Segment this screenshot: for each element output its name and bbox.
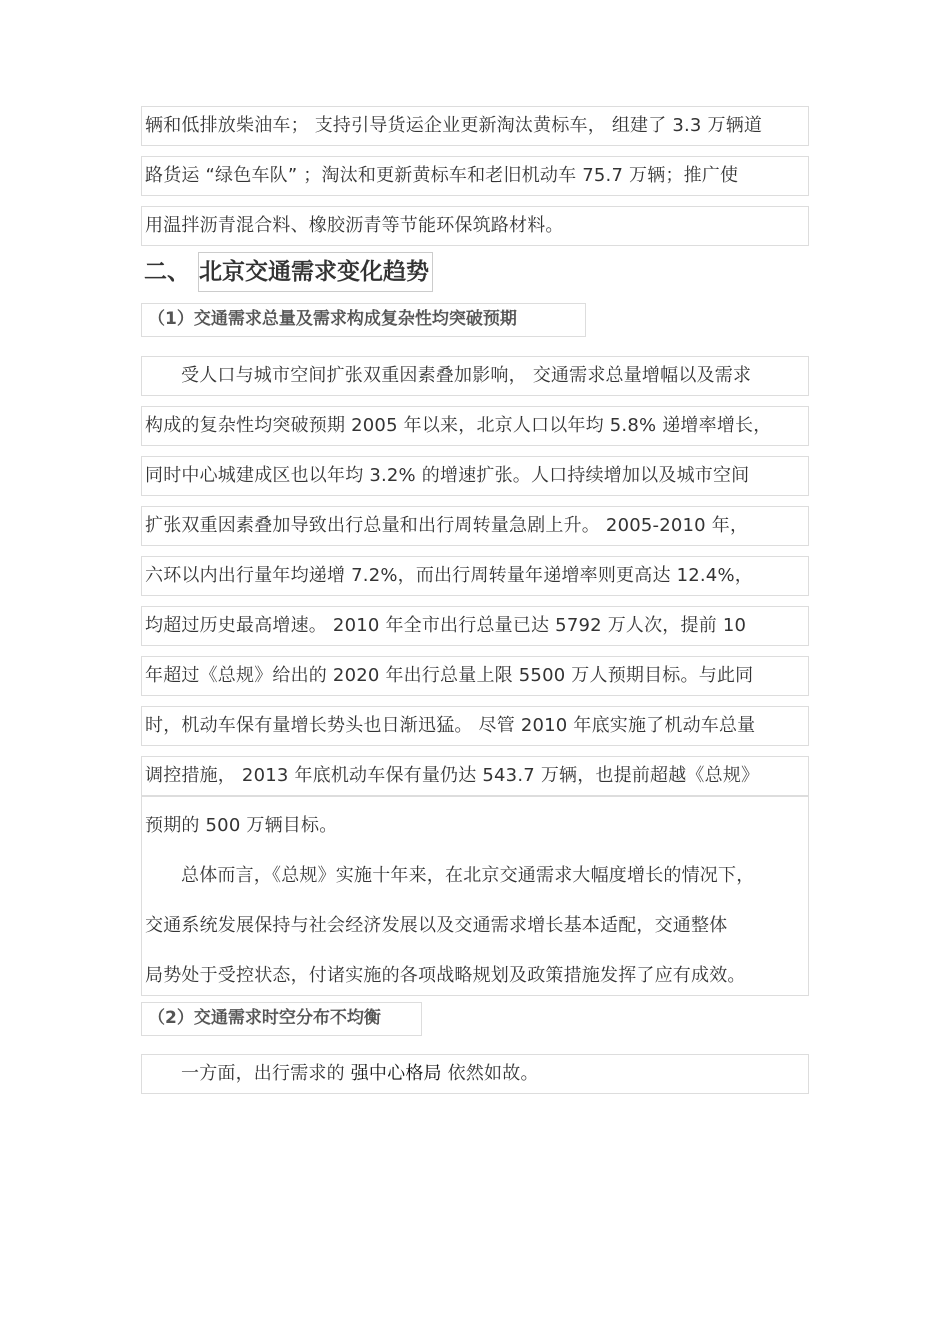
text-line: 调控措施， 2013 年底机动车保有量仍达 543.7 万辆，也提前超越《总规》 (141, 756, 809, 796)
text-span: 依然如故。 (441, 1063, 539, 1084)
text-line: 辆和低排放柴油车； 支持引导货运企业更新淘汰黄标车， 组建了 3.3 万辆道 (141, 106, 809, 146)
text-line: 六环以内出行量年均递增 7.2%，而出行周转量年递增率则更高达 12.4%， (141, 556, 809, 596)
text-line: 均超过历史最高增速。 2010 年全市出行总量已达 5792 万人次，提前 10 (141, 606, 809, 646)
text-span: 一方面，出行需求的 (181, 1063, 351, 1084)
subsection-heading-1: （1）交通需求总量及需求构成复杂性均突破预期 (141, 303, 586, 337)
section-title: 北京交通需求变化趋势 (198, 252, 433, 292)
text-line: 年超过《总规》给出的 2020 年出行总量上限 5500 万人预期目标。与此同 (141, 656, 809, 696)
text-line: 局势处于受控状态，付诸实施的各项战略规划及政策措施发挥了应有成效。 (145, 965, 746, 986)
text-line: 受人口与城市空间扩张双重因素叠加影响， 交通需求总量增幅以及需求 (141, 356, 809, 396)
section-number: 二、 (144, 259, 190, 285)
text-line: 扩张双重因素叠加导致出行总量和出行周转量急剧上升。 2005-2010 年， (141, 506, 809, 546)
text-line: 路货运 “绿色车队” ；淘汰和更新黄标车和老旧机动车 75.7 万辆；推广使 (141, 156, 809, 196)
text-line: 时，机动车保有量增长势头也日渐迅猛。 尽管 2010 年底实施了机动车总量 (141, 706, 809, 746)
emphasis-text: 强中心格局 (350, 1063, 442, 1084)
text-line: 用温拌沥青混合料、橡胶沥青等节能环保筑路材料。 (141, 206, 809, 246)
text-line: 交通系统发展保持与社会经济发展以及交通需求增长基本适配，交通整体 (145, 915, 728, 936)
section-heading (144, 252, 433, 292)
text-line: 同时中心城建成区也以年均 3.2% 的增速扩张。人口持续增加以及城市空间 (141, 456, 809, 496)
text-line: 构成的复杂性均突破预期 2005 年以来，北京人口以年均 5.8% 递增率增长， (141, 406, 809, 446)
text-line (141, 1054, 809, 1094)
text-line: 预期的 500 万辆目标。 (145, 815, 338, 836)
text-line: 总体而言，《总规》实施十年来，在北京交通需求大幅度增长的情况下， (181, 865, 755, 886)
subsection-heading-2: （2）交通需求时空分布不均衡 (141, 1002, 422, 1036)
